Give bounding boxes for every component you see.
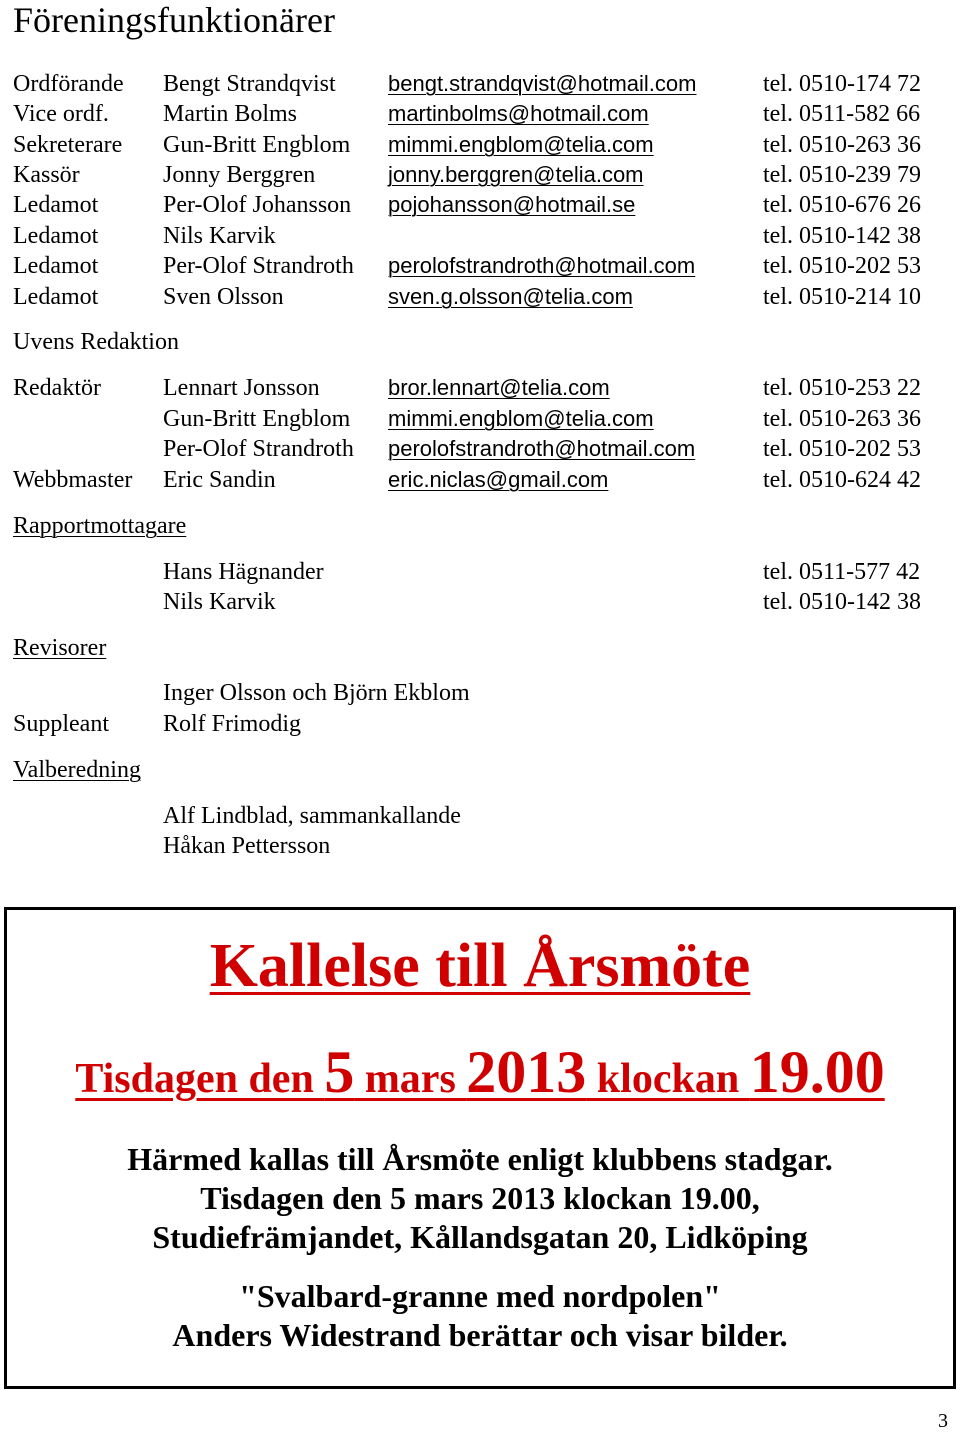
notice-line: Tisdagen den 5 mars 2013 klockan 19.00, [200,1180,760,1216]
board-name: Nils Karvik [163,223,276,249]
board-name: Bengt Strandqvist [163,71,336,97]
redaktion-email-link[interactable]: mimmi.engblom@telia.com [388,406,654,431]
uvens-redaktion-heading: Uvens Redaktion [13,329,179,355]
redaktion-tel: tel. 0510-202 53 [763,436,921,462]
redaktion-name: Lennart Jonsson [163,375,320,401]
lecture-title: "Svalbard-granne med nordpolen" [239,1278,721,1314]
board-email-link[interactable]: martinbolms@hotmail.com [388,101,649,126]
board-role: Vice ordf. [13,101,109,127]
redaktion-name: Per-Olof Strandroth [163,436,354,462]
board-role: Sekreterare [13,132,123,158]
board-email-link[interactable]: perolofstrandroth@hotmail.com [388,253,696,278]
board-tel: tel. 0510-142 38 [763,223,921,249]
board-tel: tel. 0510-174 72 [763,71,921,97]
rapportmottagare-heading: Rapportmottagare [13,513,187,539]
board-name: Per-Olof Strandroth [163,253,354,279]
board-role: Ledamot [13,284,99,310]
board-name: Sven Olsson [163,284,284,310]
board-tel: tel. 0510-676 26 [763,192,921,218]
board-role: Ledamot [13,192,99,218]
board-tel: tel. 0510-263 36 [763,132,921,158]
board-role: Ledamot [13,253,99,279]
notice-line: Härmed kallas till Årsmöte enligt klubbens stadgar. [127,1141,833,1177]
suppleant-label: Suppleant [13,711,109,737]
board-tel: tel. 0511-582 66 [763,101,921,127]
redaktion-role: Webbmaster [13,467,133,493]
notice-date: Tisdagen den 5 mars 2013 klockan 19.00 [75,1039,885,1105]
rapport-name: Hans Hägnander [163,559,324,585]
redaktion-name: Gun-Britt Engblom [163,406,351,432]
revisorer-names: Inger Olsson och Björn Ekblom [163,680,470,706]
suppleant-name: Rolf Frimodig [163,711,302,737]
redaktion-email-link[interactable]: perolofstrandroth@hotmail.com [388,436,696,461]
redaktion-role: Redaktör [13,375,101,401]
board-tel: tel. 0510-239 79 [763,162,921,188]
board-email-link[interactable]: mimmi.engblom@telia.com [388,132,654,157]
redaktion-email-link[interactable]: eric.niclas@gmail.com [388,467,609,492]
board-name: Martin Bolms [163,101,298,127]
redaktion-name: Eric Sandin [163,467,276,493]
board-tel: tel. 0510-202 53 [763,253,921,279]
board-role: Kassör [13,162,80,188]
board-tel: tel. 0510-214 10 [763,284,921,310]
lecture-description: Anders Widestrand berättar och visar bilder. [172,1317,788,1353]
page-number: 3 [938,1410,948,1432]
board-role: Ledamot [13,223,99,249]
board-email-link[interactable]: bengt.strandqvist@hotmail.com [388,71,697,96]
redaktion-email-link[interactable]: bror.lennart@telia.com [388,375,610,400]
page-title: Föreningsfunktionärer [13,0,335,40]
redaktion-tel: tel. 0510-253 22 [763,375,921,401]
valberedning-heading: Valberedning [13,757,141,783]
valberedning-member: Håkan Pettersson [163,833,331,859]
rapport-tel: tel. 0510-142 38 [763,589,921,615]
board-email-link[interactable]: sven.g.olsson@telia.com [388,284,633,309]
rapport-name: Nils Karvik [163,589,276,615]
board-email-link[interactable]: pojohansson@hotmail.se [388,192,636,217]
revisorer-heading: Revisorer [13,635,107,661]
notice-heading: Kallelse till Årsmöte [209,932,751,1000]
board-name: Per-Olof Johansson [163,192,352,218]
redaktion-tel: tel. 0510-624 42 [763,467,921,493]
valberedning-member: Alf Lindblad, sammankallande [163,803,461,829]
board-role: Ordförande [13,71,124,97]
rapport-tel: tel. 0511-577 42 [763,559,921,585]
board-name: Gun-Britt Engblom [163,132,351,158]
notice-line: Studiefrämjandet, Kållandsgatan 20, Lidköping [152,1219,808,1255]
board-name: Jonny Berggren [163,162,316,188]
redaktion-tel: tel. 0510-263 36 [763,406,921,432]
board-email-link[interactable]: jonny.berggren@telia.com [388,162,644,187]
